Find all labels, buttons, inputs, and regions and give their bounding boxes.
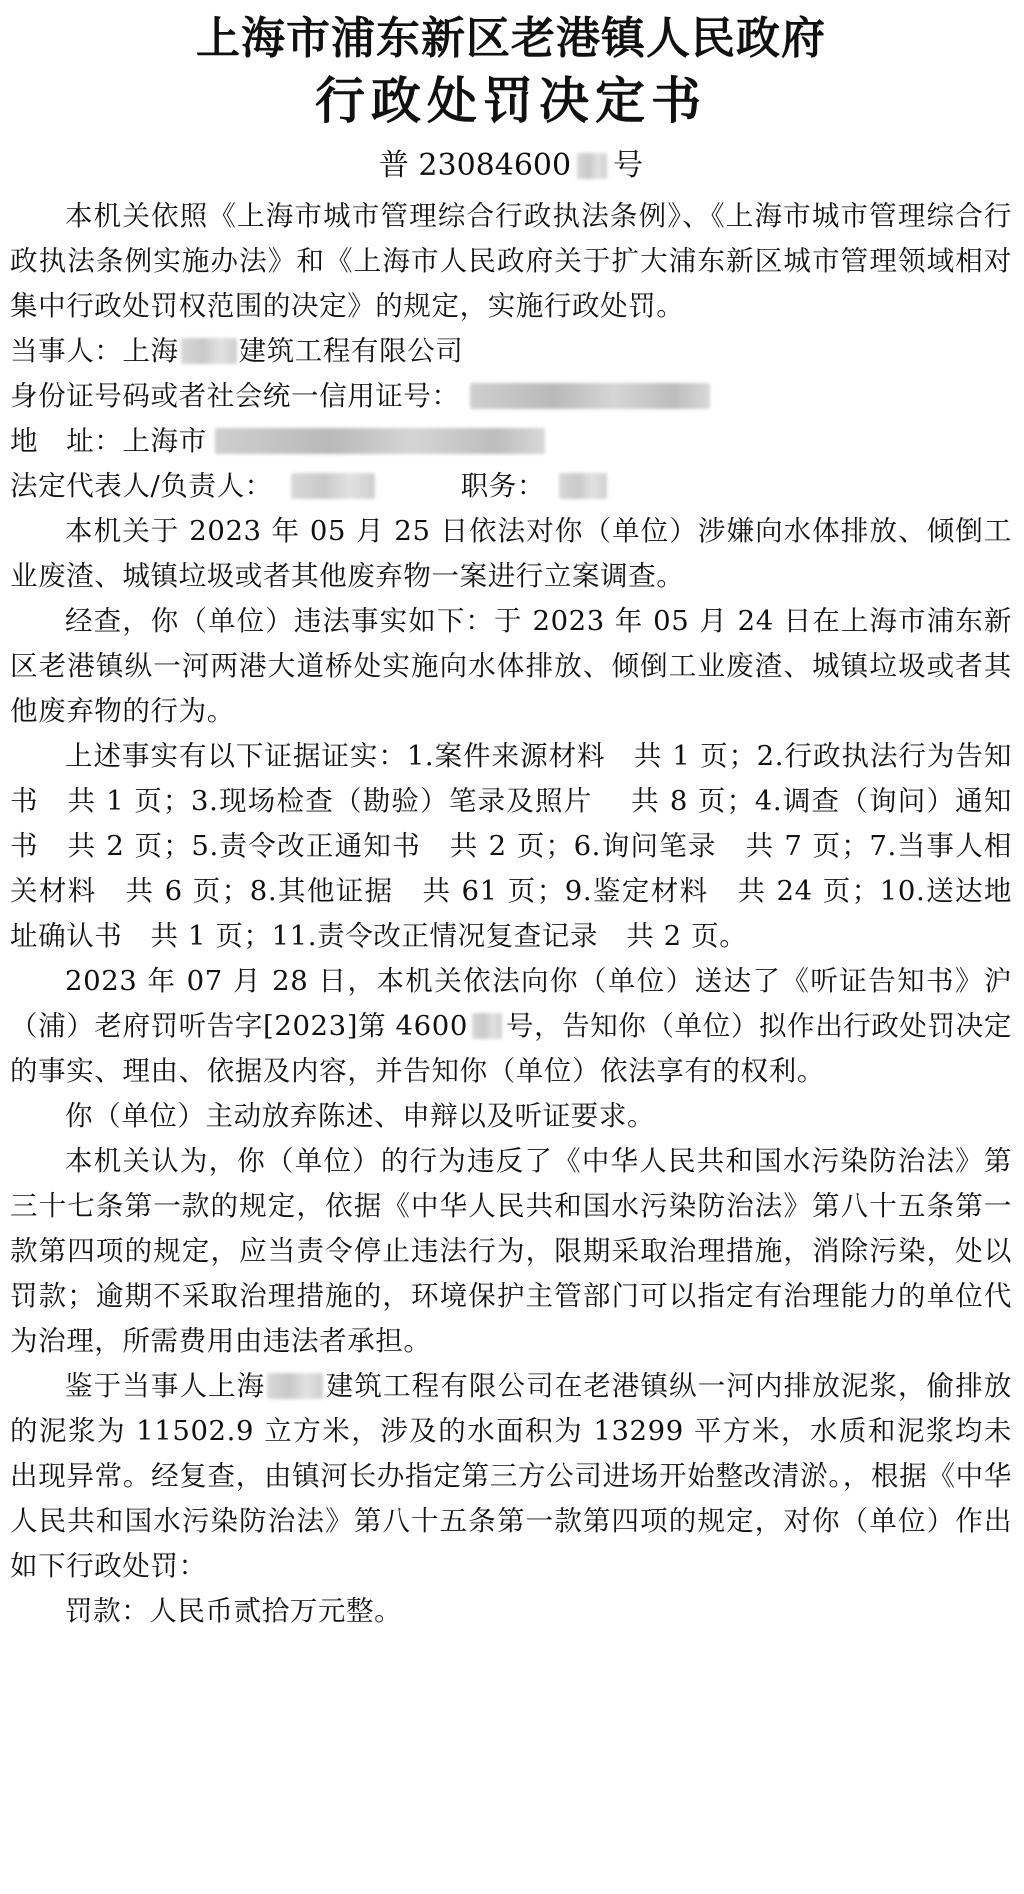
redacted-doc-digits (577, 153, 607, 179)
filing-paragraph: 本机关于 2023 年 05 月 25 日依法对你（单位）涉嫌向水体排放、倾倒工业废渣、城镇垃圾或者其他废弃物一案进行立案调查。 (10, 515, 1012, 592)
address-line (10, 419, 1012, 464)
credit-code-label: 身份证号码或者社会统一信用证号： (10, 380, 460, 412)
penalty-paragraph: 罚款：人民币贰拾万元整。 (65, 1595, 403, 1627)
redacted-party-name (181, 338, 237, 364)
document-number-suffix: 号 (613, 148, 644, 183)
decision-paragraph (10, 1364, 1012, 1589)
authority-title: 上海市浦东新区老港镇人民政府 (196, 13, 826, 64)
address-prefix: 上海市 (122, 425, 207, 457)
party-label: 当事人： (10, 335, 123, 367)
legal-rep-line (10, 464, 1012, 509)
redacted-credit-code (470, 383, 710, 409)
party-line (10, 329, 1012, 374)
hearing-notice-part1: 2023 年 07 月 28 日，本机关依法向你（单位）送达了《听证告知书》沪（浦）老府罚听告字[2023]第 4600 (10, 965, 1012, 1042)
decision-part1: 鉴于当事人上海 (65, 1370, 266, 1402)
party-name-prefix: 上海 (122, 335, 179, 367)
redacted-position (559, 473, 607, 499)
hearing-notice-paragraph (10, 959, 1012, 1094)
document-number-prefix: 普 23084600 (378, 148, 572, 183)
violation-paragraph: 本机关认为，你（单位）的行为违反了《中华人民共和国水污染防治法》第三十七条第一款的规定，依据《中华人民共和国水污染防治法》第八十五条第一款第四项的规定，应当责令停止违法行为，限期采取治理措施，消除污染，处以罚款；逾期不采取治理措施的，环境保护主管部门可以指定有治理能力的单位代为治理，所需费用由违法者承担。 (10, 1145, 1012, 1357)
position-label: 职务： (460, 470, 546, 502)
address-label: 地 址： (10, 425, 123, 457)
hearing-notice-part2: 号，告知你（单位）拟作出行政处罚决定的事实、理由、依据及内容，并告知你（单位）依法享有的权利。 (10, 1010, 1012, 1087)
evidence-paragraph: 上述事实有以下证据证实：1.案件来源材料 共 1 页；2.行政执法行为告知书 共 1 页；3.现场检查（勘验）笔录及照片 共 8 页；4.调查（询问）通知书 共 2 页；5.责令改正通知书 共 2 页；6.询问笔录 共 7 页；7.当事人相关材料 共 6 页；8.其他证据 共 61 页；9.鉴定材料 共 24 页；10.送达地址确认书 共 1 页；11.责令改正情况复查记录 共 2 页。 (10, 740, 1012, 952)
party-name-suffix: 建筑工程有限公司 (238, 335, 464, 367)
legal-basis-paragraph: 本机关依照《上海市城市管理综合行政执法条例》、《上海市城市管理综合行政执法条例实施办法》和《上海市人民政府关于扩大浦东新区城市管理领域相对集中行政处罚权范围的决定》的规定，实施行政处罚。 (10, 200, 1012, 322)
redacted-address (215, 428, 545, 454)
waiver-paragraph: 你（单位）主动放弃陈述、申辩以及听证要求。 (65, 1100, 656, 1132)
document-number (10, 138, 1012, 194)
legal-rep-label: 法定代表人/负责人： (10, 470, 273, 502)
decision-part2: 建筑工程有限公司在老港镇纵一河内排放泥浆，偷排放的泥浆为 11502.9 立方米，涉及的水面积为 13299 平方米，水质和泥浆均未出现异常。经复查，由镇河长办指定第三方公司进场开始整改清淤。，根据《中华人民共和国水污染防治法》第八十五条第一款第四项的规定，对你（单位）作出如下行政处罚： (10, 1370, 1012, 1582)
redacted-notice-digits (472, 1013, 502, 1039)
document-type-title: 行政处罚决定书 (315, 72, 707, 130)
credit-code-line (10, 374, 1012, 419)
redacted-legal-rep (291, 473, 375, 499)
facts-paragraph: 经查，你（单位）违法事实如下：于 2023 年 05 月 24 日在上海市浦东新区老港镇纵一河两港大道桥处实施向水体排放、倾倒工业废渣、城镇垃圾或者其他废弃物的行为。 (10, 605, 1012, 727)
redacted-company-name (267, 1373, 323, 1399)
